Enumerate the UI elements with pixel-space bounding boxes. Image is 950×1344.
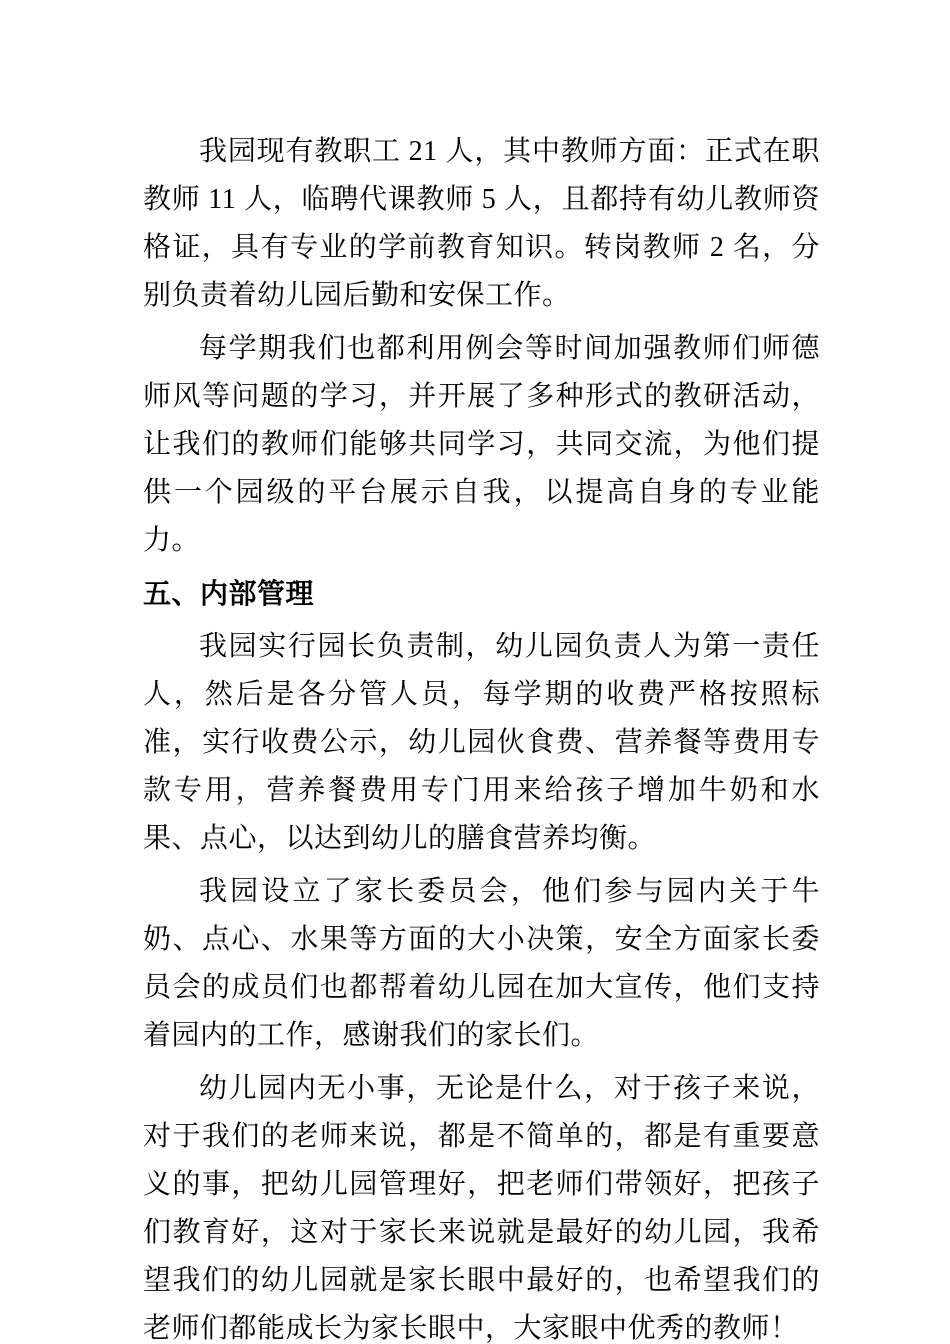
paragraph-parent-committee: 我园设立了家长委员会，他们参与园内关于牛奶、点心、水果等方面的大小决策，安全方面家长委员会的成员们也都帮着幼儿园在加大宣传，他们支持着园内的工作，感谢我们的家长们。 — [143, 876, 820, 1051]
paragraph-management-fees: 我园实行园长负责制，幼儿园负责人为第一责任人，然后是各分管人员，每学期的收费严格按照标准，实行收费公示，幼儿园伙食费、营养餐等费用专款专用，营养餐费用专门用来给孩子增加牛奶和水果、点心，以达到幼儿的膳食营养均衡。 — [143, 631, 820, 854]
paragraph-closing: 幼儿园内无小事，无论是什么，对于孩子来说，对于我们的老师来说，都是不简单的，都是有重要意义的事，把幼儿园管理好，把老师们带领好，把孩子们教育好，这对于家长来说就是最好的幼儿园，我希望我们的幼儿园就是家长眼中最好的，也希望我们的老师们都能成长为家长眼中，大家眼中优秀的教师！ — [143, 1073, 820, 1344]
section-heading-internal-management: 五、内部管理 — [143, 578, 315, 609]
paragraph-staffing: 我园现有教职工 21 人，其中教师方面：正式在职教师 11 人，临聘代课教师 5 人，且都持有幼儿教师资格证，具有专业的学前教育知识。转岗教师 2 名，分别负责着幼儿园后勤和安保工作。 — [143, 136, 820, 311]
paragraph-teacher-training: 每学期我们也都利用例会等时间加强教师们师德师风等问题的学习，并开展了多种形式的教研活动，让我们的教师们能够共同学习，共同交流，为他们提供一个园级的平台展示自我，以提高自身的专业能力。 — [143, 333, 820, 556]
